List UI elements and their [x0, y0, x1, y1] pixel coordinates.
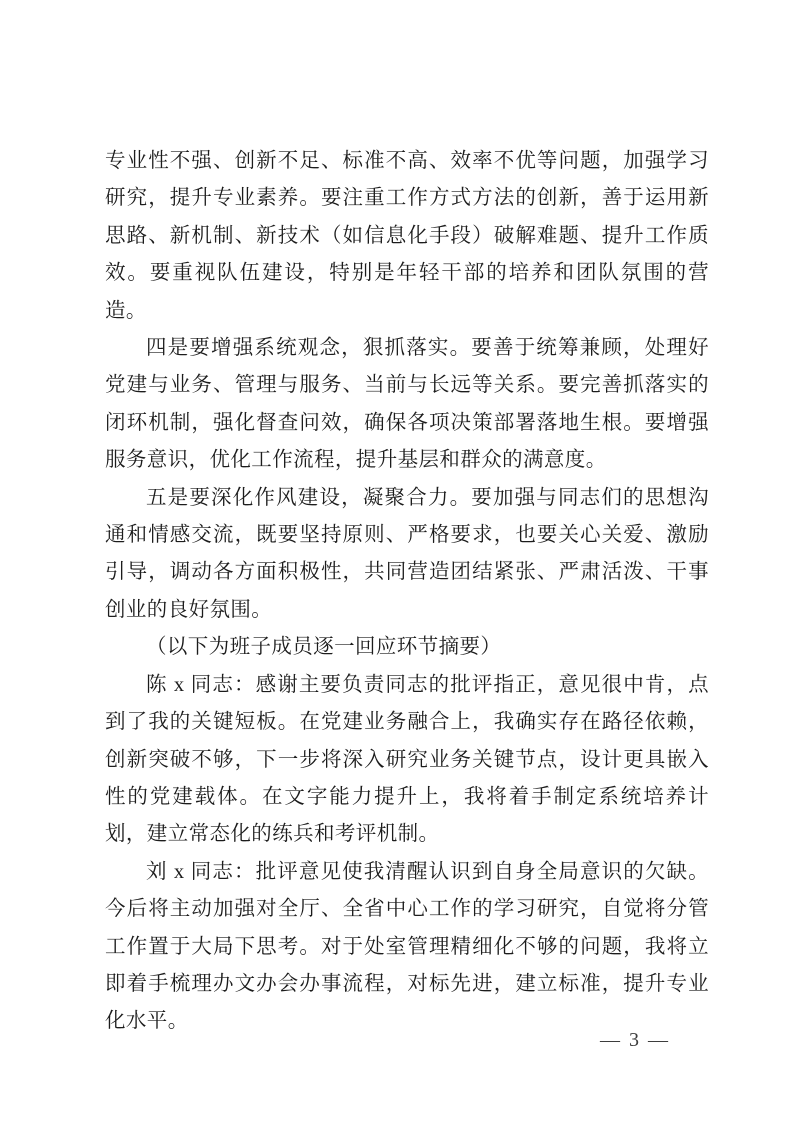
- paragraph-point-five: 五是要深化作风建设，凝聚合力。要加强与同志们的思想沟通和情感交流，既要坚持原则、严格要求，也要关心关爱、激励引导，调动各方面积极性，共同营造团结紧张、严肃活泼、干事创业的良好氛围。: [105, 486, 709, 621]
- paragraph-note: （以下为班子成员逐一回应环节摘要）: [146, 636, 502, 659]
- paragraph-response-chen: 陈 x 同志：感谢主要负责同志的批评指正，意见很中肯，点到了我的关键短板。在党建业务融合上，我确实存在路径依赖，创新突破不够，下一步将深入研究业务关键节点，设计更具嵌入性的党建载体。在文字能力提升上，我将着手制定系统培养计划，建立常态化的练兵和考评机制。: [105, 673, 709, 846]
- paragraph-continued: 专业性不强、创新不足、标准不高、效率不优等问题，加强学习研究，提升专业素养。要注重工作方式方法的创新，善于运用新思路、新机制、新技术（如信息化手段）破解难题、提升工作质效。要重视队伍建设，特别是年轻干部的培养和团队氛围的营造。: [105, 150, 709, 322]
- body-text-block: [105, 143, 709, 1041]
- paragraph-response-liu: 刘 x 同志：批评意见使我清醒认识到自身全局意识的欠缺。今后将主动加强对全厅、全省中心工作的学习研究，自觉将分管工作置于大局下思考。对于处室管理精细化不够的问题，我将立即着手梳理办文办会办事流程，对标先进，建立标准，提升专业化水平。: [105, 860, 709, 1033]
- paragraph-point-four: 四是要增强系统观念，狠抓落实。要善于统筹兼顾，处理好党建与业务、管理与服务、当前与长远等关系。要完善抓落实的闭环机制，强化督查问效，确保各项决策部署落地生根。要增强服务意识，优化工作流程，提升基层和群众的满意度。: [105, 337, 709, 472]
- page-number: — 3 —: [600, 1029, 670, 1051]
